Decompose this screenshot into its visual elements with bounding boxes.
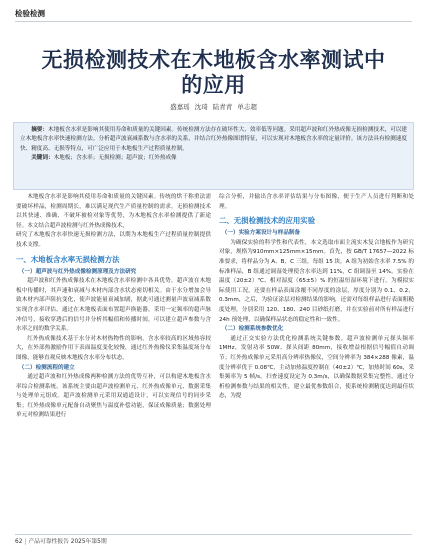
body-paragraph: 综合分析，并输出含水率评估结果与分布图像，便于生产人员进行判断和处理。 xyxy=(219,194,414,210)
abstract-text: 木地板含水率是影响其使用寿命和质量的关键因素。传统检测方法存在破坏性大、效率低等问题。采用超声波和红外热成像无损检测技术，可以建立木地板含水率快速检测方法。分析超声波衰减系数与含水率的关系，并结合红外热像图谱特征，可以实现对木地板含水率的定量评价。该方法具有检测速度快、精度高、无损等特点，可广泛应用于木地板生产过程质量控制。 xyxy=(20,127,407,152)
subsection-heading: （二）检测流程的建立 xyxy=(18,364,75,371)
footer-separator: | xyxy=(24,539,27,545)
article-title-line-1: 无损检测技术在木地板含水率测试中 xyxy=(41,48,386,72)
left-column xyxy=(16,193,211,529)
intro-paragraph: 研究了木地板含水率快速无损检测方法，以期为木地板生产过程质量控制提供技术支撑。 xyxy=(16,232,211,248)
body-paragraph: 通过正交实验方法优化检测系统关键参数。超声波检测单元探头频率 1MHz、发射功率 50W、探头间距 80mm，接收增益根据信号幅值自动调节；红外热成像单元采用高分辨率热像仪，空间分辨率为 384×288 像素，温度分辨率优于 0.08℃，主动加热温度控制在（40±2）℃，加热时间 60s，采集频率为 5 帧/s。扫查速度设定为 0.3m/s，以确保数据采集完整性，通过分析检测参数与结果的相关性，建立最优参数组合，使系统检测精度达到最佳状态，为提 xyxy=(219,335,414,400)
intro-paragraph: 木地板含水率是影响其使用寿命和质量的关键因素。传统的烘干称重法需要破坏样品，检测周期长，难以满足现代生产质量控制的需求。无损检测技术以其快速、准确、不破坏被检对象等优势，为木地板含水率检测提供了新途径。本文结合超声波检测与红外热成像技术， xyxy=(16,194,211,229)
footer-divider xyxy=(15,534,412,535)
article-title xyxy=(15,48,412,98)
subsection-heading: （一）实验方案设计与样品制备 xyxy=(221,230,301,237)
body-paragraph: 为确保实验的科学性和代表性，本文选取市面主流实木复合地板作为研究对象，规格为910mm×125mm×15mm。首先，按 GB/T 17657—2022 标准要求，将样品分为 A、B、C 三组，每组 15 块。A 组为初始含水率 7.5% 的标准样品，B 组通过调湿处理使含水率达到 11%，C 组调湿至 14%。实验在温度（20±2）℃、相对湿度（65±5）% 的恒温恒湿环境下进行。为模拟实际使用工况，还要在样品表面涂覆不同厚度的涂层，厚度分别为 0.1、0.2、0.3mm，之后，为验证涂层对检测结果的影响，还需对每组样品进行表面粗糙度处理，分别采用 120、180、240 目砂纸打磨，并在实验前对所有样品进行 24h 预处理，以确保样品状态的稳定性和一致性。 xyxy=(219,239,414,323)
abstract-paragraph xyxy=(20,126,407,154)
abstract-box xyxy=(13,122,414,190)
subsection-heading: （一）超声波与红外热成像检测原理及方法研究 xyxy=(18,268,137,275)
author-list: 盛嘉瑶 沈琦 陆青青 单志超 xyxy=(170,103,257,111)
keywords-text: 木地板；含水率；无损检测；超声波；红外热成像 xyxy=(53,155,177,162)
subsection-heading: （二）检测系统参数优化 xyxy=(221,326,284,333)
body-paragraph: 通过超声波和红外热成像两种检测方法的优势互补，可以构建木地板含水率综合检测系统。该系统主要由超声波检测单元、红外热成像单元、数据采集与处理单元组成。超声波检测单元采用双通道设计，可以实现信号的同步采集；红外热成像单元配备自动聚焦与温度补偿功能，保证成像质量；数据处理单元对检测结果进行 xyxy=(16,374,211,419)
journal-name: 产品可靠性报告 xyxy=(28,539,69,545)
section-heading-1: 一、木地板含水率无损检测方法 xyxy=(16,254,120,264)
article-title-line-2: 的应用 xyxy=(181,73,246,97)
body-paragraph: 红外热成像技术基于水分对木材热物性的影响，含水率较高的区域热容较大，在外部热激励作用下表面温度变化较慢，通过红外热像仪采集温度场分布图像，能够直观反映木地板含水率分布状态。 xyxy=(16,335,211,361)
header-divider xyxy=(15,21,412,22)
keywords-label: 关键词： xyxy=(31,155,54,162)
keywords-line xyxy=(20,154,407,163)
body-paragraph: 超声波和红外热成像技术在木地板含水率检测中各具优势。超声波在木地板中传播时，其声速和衰减与木材内部含水状态密切相关。由于水分增加会导致木材内部声阻抗变化，使声波能量衰减加剧，据此可通过测量声波衰减系数实现含水率评估。通过在木地板表面布置超声换能器，采用一定频率的超声脉冲信号，接收穿透后的信号并分析其幅值和传播时间，可以建立超声参数与含水率之间的数学关系。 xyxy=(16,278,211,333)
section-tag: 检验检测 xyxy=(15,9,45,18)
page-number: 62 xyxy=(15,539,23,545)
abstract-label: 摘要： xyxy=(31,127,49,133)
section-heading-2: 二、无损检测技术的应用实验 xyxy=(219,216,316,226)
page-footer xyxy=(15,538,107,546)
right-column xyxy=(219,193,414,529)
issue-label: 2025年第5期 xyxy=(70,539,107,545)
